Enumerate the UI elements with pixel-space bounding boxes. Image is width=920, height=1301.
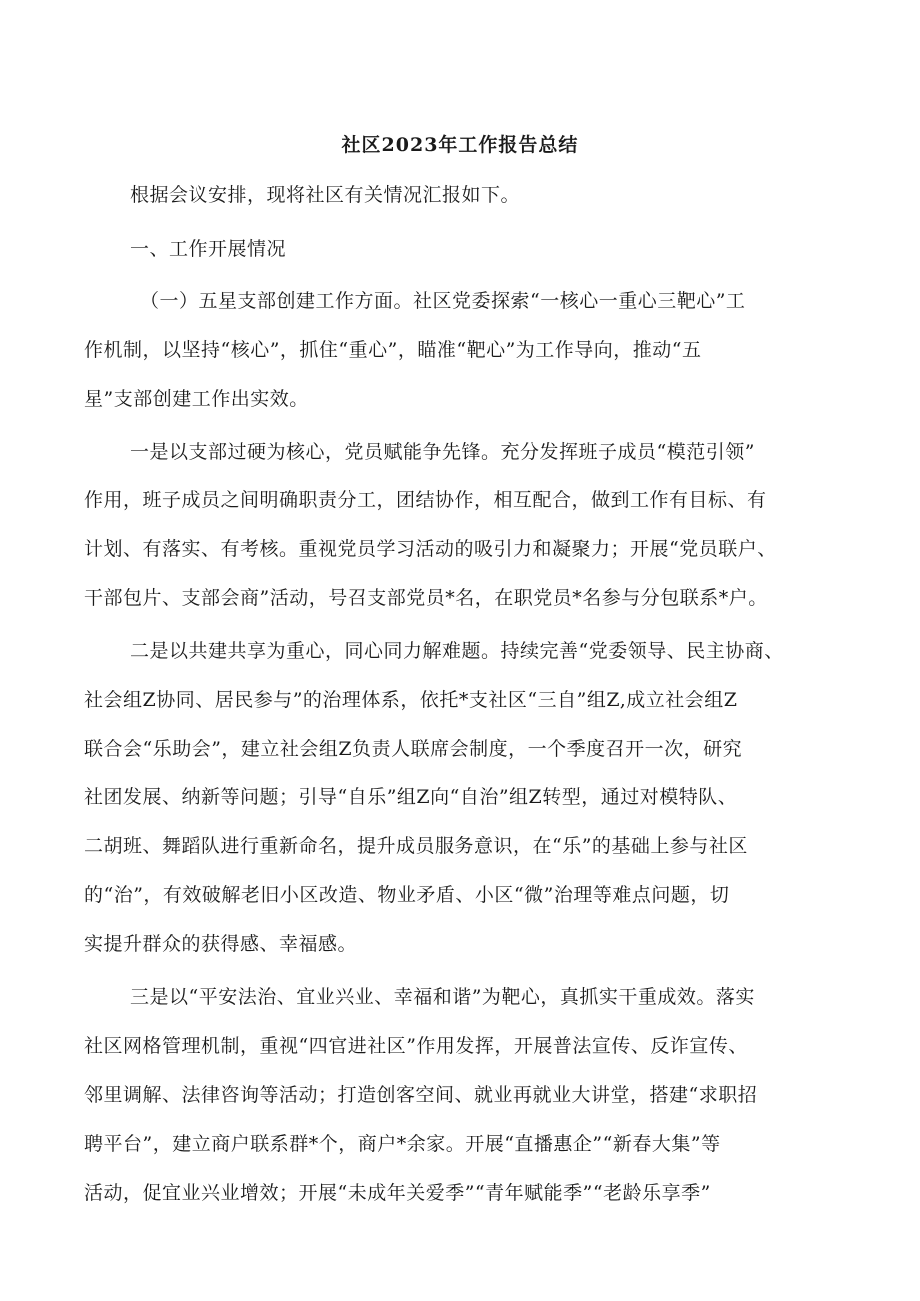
section-heading: 一、工作开展情况: [130, 238, 287, 260]
paragraph-line: 根据会议安排，现将社区有关情况汇报如下。: [130, 184, 521, 206]
paragraph-line: 社会组Z协同、居民参与”的治理体系，依托*支社区“三自”组Z,成立社会组Z: [84, 689, 738, 711]
paragraph-line: （一）五星支部创建工作方面。社区党委探索“一核心一重心三靶心”工: [140, 290, 746, 312]
paragraph-line: 活动，促宜业兴业增效；开展“未成年关爱季”“青年赋能季”“老龄乐享季”: [84, 1182, 711, 1204]
paragraph-line: 社团发展、纳新等问题；引导“自乐”组Z向“自治”组Z转型，通过对模特队、: [84, 786, 738, 808]
paragraph-line: 邻里调解、法律咨询等活动；打造创客空间、就业再就业大讲堂，搭建“求职招: [84, 1084, 758, 1106]
paragraph-line: 一是以支部过硬为核心，党员赋能争先锋。充分发挥班子成员“模范引领”: [130, 441, 755, 463]
paragraph-line: 作用，班子成员之间明确职责分工，团结协作，相互配合，做到工作有目标、有: [84, 489, 767, 511]
paragraph-line: 三是以“平安法治、宜业兴业、幸福和谐”为靶心，真抓实干重成效。落实: [130, 986, 755, 1008]
paragraph-line: 星”支部创建工作出实效。: [84, 388, 309, 410]
paragraph-line: 聘平台”，建立商户联系群*个，商户*余家。开展“直播惠企”“新春大集”等: [84, 1133, 721, 1155]
paragraph-line: 实提升群众的获得感、幸福感。: [84, 933, 358, 955]
paragraph-line: 的“治”，有效破解老旧小区改造、物业矛盾、小区“微”治理等难点问题，切: [84, 884, 730, 906]
document-title: 社区2023年工作报告总结: [341, 134, 579, 156]
paragraph-line: 计划、有落实、有考核。重视党员学习活动的吸引力和凝聚力；开展“党员联户、: [84, 538, 777, 560]
paragraph-line: 社区网格管理机制，重视“四官进社区”作用发挥，开展普法宣传、反诈宣传、: [84, 1035, 748, 1057]
paragraph-line: 二胡班、舞蹈队进行重新命名，提升成员服务意识，在“乐”的基础上参与社区: [84, 835, 748, 857]
paragraph-line: 干部包片、支部会商”活动，号召支部党员*名，在职党员*名参与分包联系*户。: [84, 587, 768, 609]
paragraph-line: 联合会“乐助会”，建立社会组Z负责人联席会制度，一个季度召开一次，研究: [84, 738, 743, 760]
paragraph-line: 二是以共建共享为重心，同心同力解难题。持续完善“党委领导、民主协商、: [130, 640, 784, 662]
paragraph-line: 作机制，以坚持“核心”，抓住“重心”，瞄准“靶心”为工作导向，推动“五: [84, 339, 702, 361]
